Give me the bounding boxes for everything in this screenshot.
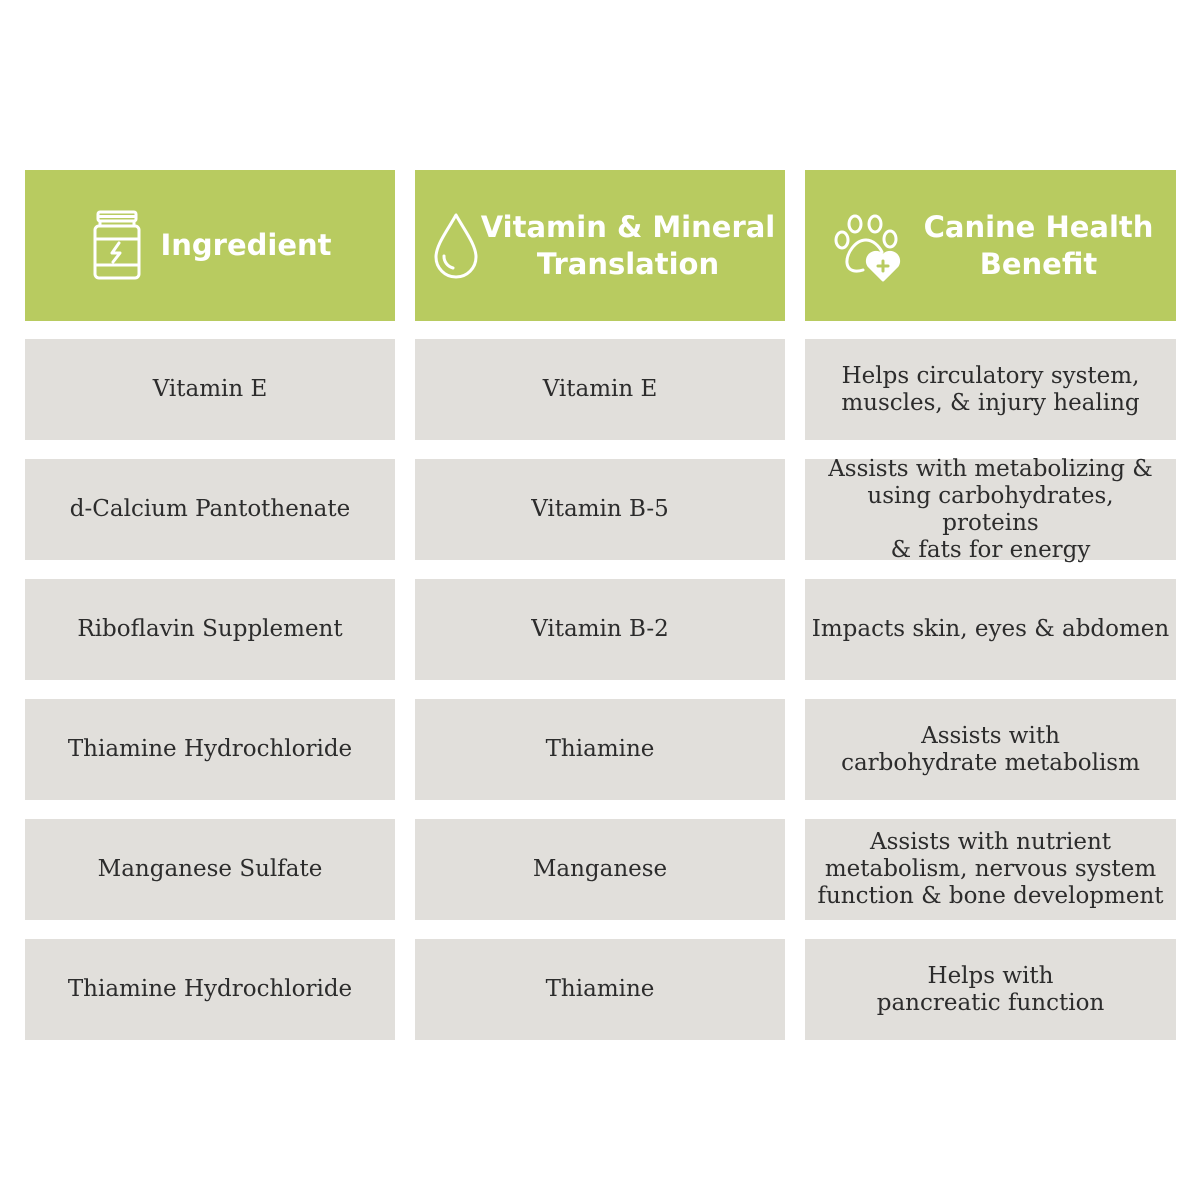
ingredient-text: Thiamine Hydrochloride bbox=[67, 736, 353, 762]
water-drop-icon bbox=[420, 210, 492, 282]
header-ingredient-label: Ingredient bbox=[160, 228, 332, 262]
table-row-3-benefit bbox=[805, 579, 1176, 680]
table-row-4-ingredient bbox=[25, 699, 395, 800]
ingredient-text: Thiamine Hydrochloride bbox=[67, 976, 353, 1002]
ingredient-text: d-Calcium Pantothenate bbox=[69, 496, 351, 522]
benefit-text: Impacts skin, eyes & abdomen bbox=[811, 616, 1170, 642]
table-row-6-ingredient bbox=[25, 939, 395, 1040]
header-translation-label: Vitamin & Mineral Translation bbox=[480, 209, 776, 281]
table-row-5-benefit bbox=[805, 819, 1176, 920]
table-row-1-benefit bbox=[805, 339, 1176, 440]
supplement-jar-icon bbox=[81, 210, 153, 282]
paw-heart-icon bbox=[833, 210, 905, 282]
header-ingredient bbox=[25, 170, 395, 321]
table-row-6-translation bbox=[415, 939, 785, 1040]
translation-text: Manganese bbox=[532, 856, 668, 882]
table-row-2-ingredient bbox=[25, 459, 395, 560]
table-row-1-translation bbox=[415, 339, 785, 440]
table-row-1-ingredient bbox=[25, 339, 395, 440]
header-benefit bbox=[805, 170, 1176, 321]
translation-text: Thiamine bbox=[545, 736, 655, 762]
translation-text: Vitamin E bbox=[542, 376, 658, 402]
table-row-4-translation bbox=[415, 699, 785, 800]
table-row-4-benefit bbox=[805, 699, 1176, 800]
ingredient-text: Riboflavin Supplement bbox=[77, 616, 343, 642]
table-row-5-translation bbox=[415, 819, 785, 920]
table-row-5-ingredient bbox=[25, 819, 395, 920]
translation-text: Thiamine bbox=[545, 976, 655, 1002]
header-benefit-label: Canine Health Benefit bbox=[923, 209, 1154, 281]
ingredient-text: Manganese Sulfate bbox=[97, 856, 323, 882]
ingredient-text: Vitamin E bbox=[152, 376, 268, 402]
benefit-text: Assists with nutrient metabolism, nervous system function & bone development bbox=[817, 829, 1164, 909]
translation-text: Vitamin B-2 bbox=[531, 616, 669, 642]
table-row-3-ingredient bbox=[25, 579, 395, 680]
header-translation bbox=[415, 170, 785, 321]
translation-text: Vitamin B-5 bbox=[531, 496, 669, 522]
table-row-2-benefit bbox=[805, 455, 1176, 563]
benefit-text: Assists with metabolizing & using carbohydrates, proteins & fats for energy bbox=[828, 455, 1153, 563]
benefit-text: Assists with carbohydrate metabolism bbox=[841, 722, 1140, 776]
table-row-6-benefit bbox=[805, 939, 1176, 1040]
benefit-text: Helps with pancreatic function bbox=[876, 962, 1105, 1016]
table-row-2-translation bbox=[415, 459, 785, 560]
table-row-3-translation bbox=[415, 579, 785, 680]
benefit-text: Helps circulatory system, muscles, & injury healing bbox=[841, 362, 1140, 416]
